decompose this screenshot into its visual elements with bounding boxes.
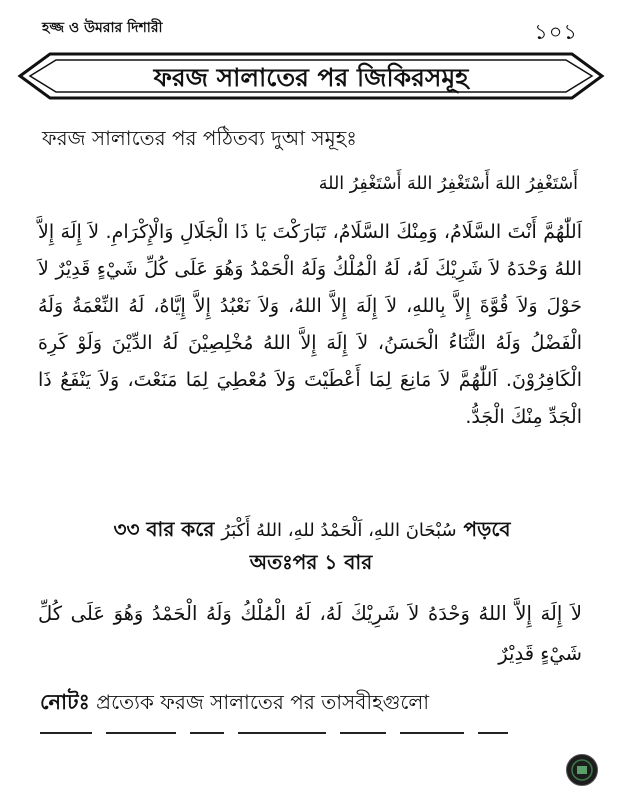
main-dua-text: اَللّٰهُمَّ أَنْتَ السَّلَامُ، وَمِنْكَ السَّلَامُ، تَبَارَكْتَ يَا ذَا الْجَلَالِ وَالْإِكْرَامِ. لاَ إِلَهَ إِلاَّ اللهُ وَحْدَهُ لاَ شَرِيْكَ لَهُ، لَهُ الْمُلْكُ وَلَهُ الْحَمْدُ وَهُوَ عَلَى كُلِّ شَيْءٍ قَدِيْرٌ لاَ حَوْلَ وَلاَ قُوَّةَ إِلاَّ بِاللهِ، لاَ إِلَهَ إِلاَّ اللهُ، وَلاَ نَعْبُدُ إِلاَّ إِيَّاهُ، لَهُ النِّعْمَةُ وَلَهُ الْفَضْلُ وَلَهُ الثَّنَاءُ الْحَسَنُ، لاَ إِلَهَ إِلاَّ اللهُ مُخْلِصِيْنَ لَهُ الدِّيْنَ وَلَوْ كَرِهَ الْكَافِرُوْنَ. اَللّٰهُمَّ لاَ مَانِعَ لِمَا أَعْطَيْتَ وَلاَ مُعْطِيَ لِمَا مَنَعْتَ، وَلاَ يَنْفَعُ ذَا الْجَدِّ مِنْكَ الْجَدُّ. — [38, 221, 582, 428]
tasbih-prefix: ৩৩ বার করে — [113, 517, 215, 541]
book-title: হজ্জ ও উমরার দিশারী — [42, 20, 163, 36]
cut-off-text-line — [40, 732, 584, 740]
note-label: নোটঃ — [40, 690, 90, 714]
tahlil-text: لاَ إِلَهَ إِلاَّ اللهُ وَحْدَهُ لاَ شَرِيْكَ لَهُ، لَهُ الْمُلْكُ وَلَهُ الْحَمْدُ وَهُوَ عَلَى كُلِّ شَيْءٍ قَدِيْرٌ — [38, 602, 582, 665]
tasbih-instruction — [40, 514, 584, 546]
note-text: প্রত্যেক ফরজ সালাতের পর তাসবীহগুলো — [96, 690, 430, 714]
note — [40, 686, 429, 721]
tasbih-after: অতঃপর ১ বার — [249, 550, 373, 574]
tasbih-suffix: পড়বে — [463, 517, 511, 541]
app-badge-icon[interactable] — [566, 754, 598, 786]
chapter-title: ফরজ সালাতের পর জিকিরসমূহ — [153, 63, 469, 92]
istighfar-text: أَسْتَغْفِرُ اللهَ أَسْتَغْفِرُ اللهَ أَسْتَغْفِرُ اللهَ — [318, 174, 578, 194]
page-number: ১০১ — [534, 20, 578, 44]
chapter-banner — [16, 46, 606, 106]
tasbih-arabic: سُبْحَانَ اللهِ، اَلْحَمْدُ للهِ، اللهُ أَكْبَرُ — [221, 520, 457, 541]
subheading: ফরজ সালাতের পর পঠিতব্য দুআ সমূহঃ — [42, 126, 357, 150]
